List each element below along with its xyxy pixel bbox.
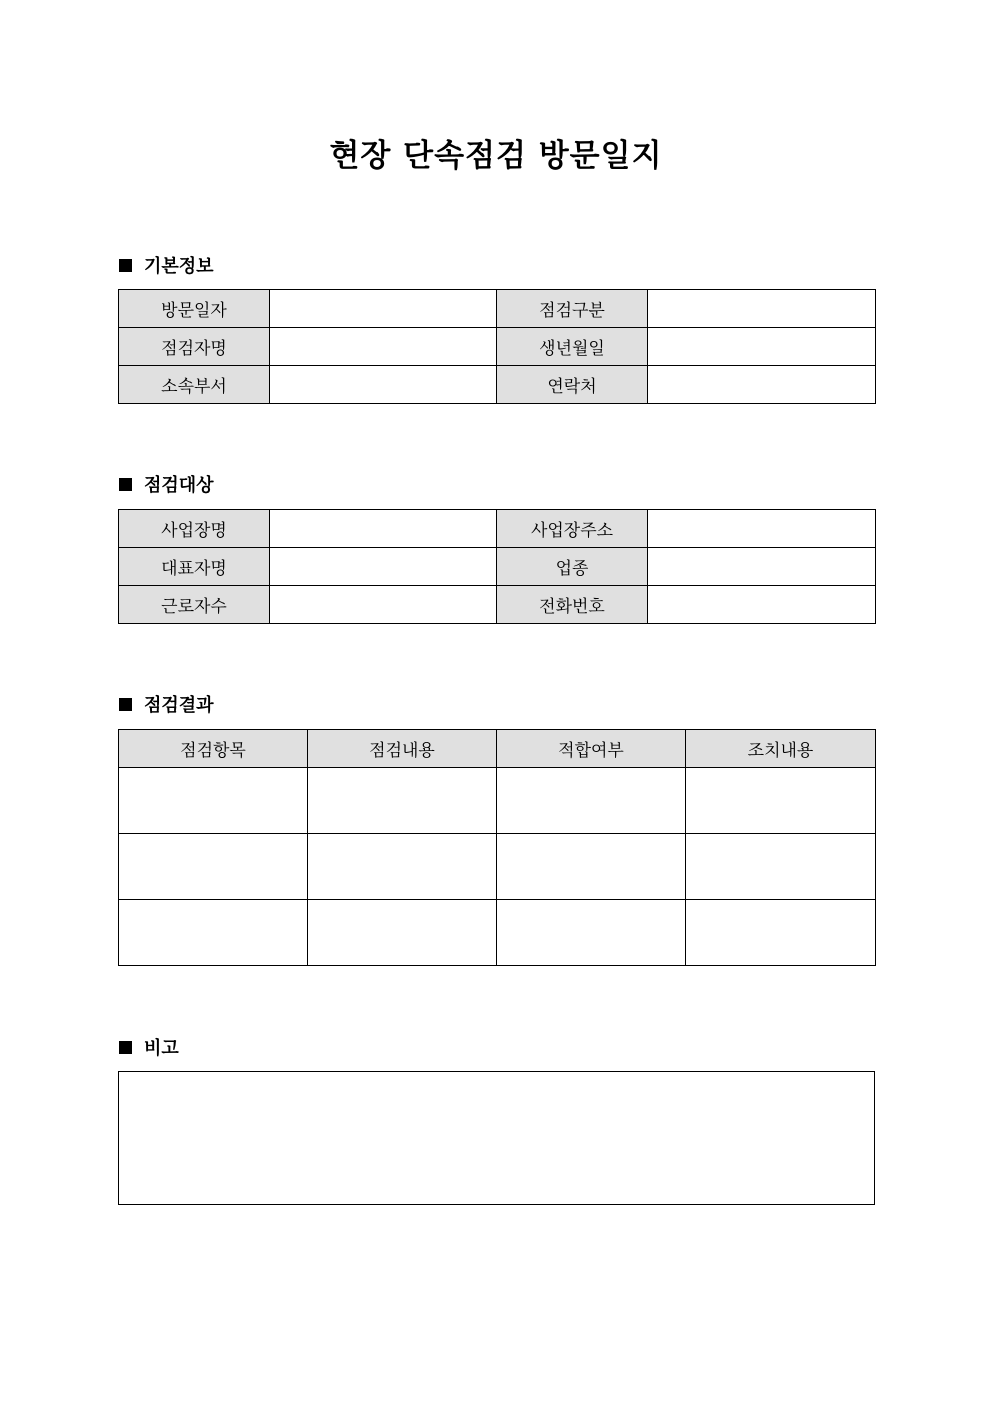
- field-label: 생년월일: [497, 328, 648, 366]
- representative-name-field[interactable]: [270, 548, 497, 586]
- field-label: 점검구분: [497, 290, 648, 328]
- inspection-detail-cell[interactable]: [308, 768, 497, 834]
- birth-date-field[interactable]: [648, 328, 876, 366]
- result-table: [118, 729, 876, 966]
- table-row: [119, 290, 876, 328]
- column-header: 적합여부: [497, 730, 686, 768]
- column-header: 점검내용: [308, 730, 497, 768]
- phone-number-field[interactable]: [648, 586, 876, 624]
- table-header-row: [119, 730, 876, 768]
- table-row: [119, 900, 876, 966]
- table-row: [119, 548, 876, 586]
- field-label: 사업장명: [119, 510, 270, 548]
- department-field[interactable]: [270, 366, 497, 404]
- worker-count-field[interactable]: [270, 586, 497, 624]
- section-heading-target: [119, 471, 214, 497]
- section-heading-result: [119, 691, 214, 717]
- section-title: 점검대상: [144, 475, 214, 496]
- field-label: 업종: [497, 548, 648, 586]
- compliance-cell[interactable]: [497, 768, 686, 834]
- compliance-cell[interactable]: [497, 900, 686, 966]
- field-label: 전화번호: [497, 586, 648, 624]
- section-title: 기본정보: [144, 256, 214, 277]
- black-square-icon: [119, 478, 132, 491]
- section-title: 점검결과: [144, 695, 214, 716]
- inspection-detail-cell[interactable]: [308, 834, 497, 900]
- inspection-item-cell[interactable]: [119, 900, 308, 966]
- table-row: [119, 328, 876, 366]
- black-square-icon: [119, 259, 132, 272]
- field-label: 대표자명: [119, 548, 270, 586]
- business-address-field[interactable]: [648, 510, 876, 548]
- compliance-cell[interactable]: [497, 834, 686, 900]
- action-taken-cell[interactable]: [686, 834, 876, 900]
- basic-info-table: [118, 289, 876, 404]
- industry-field[interactable]: [648, 548, 876, 586]
- field-label: 점검자명: [119, 328, 270, 366]
- table-row: [119, 586, 876, 624]
- inspection-item-cell[interactable]: [119, 768, 308, 834]
- table-row: [119, 834, 876, 900]
- page-title: 현장 단속점검 방문일지: [329, 138, 663, 174]
- field-label: 방문일자: [119, 290, 270, 328]
- inspection-detail-cell[interactable]: [308, 900, 497, 966]
- inspection-item-cell[interactable]: [119, 834, 308, 900]
- visit-date-field[interactable]: [270, 290, 497, 328]
- column-header: 조치내용: [686, 730, 876, 768]
- table-row: [119, 366, 876, 404]
- section-heading-remarks: [119, 1034, 179, 1060]
- inspector-name-field[interactable]: [270, 328, 497, 366]
- section-heading-basic-info: [119, 252, 214, 278]
- column-header: 점검항목: [119, 730, 308, 768]
- section-title: 비고: [144, 1038, 179, 1059]
- black-square-icon: [119, 1041, 132, 1054]
- black-square-icon: [119, 698, 132, 711]
- action-taken-cell[interactable]: [686, 900, 876, 966]
- inspection-type-field[interactable]: [648, 290, 876, 328]
- table-row: [119, 510, 876, 548]
- table-row: [119, 768, 876, 834]
- target-table: [118, 509, 876, 624]
- field-label: 소속부서: [119, 366, 270, 404]
- business-name-field[interactable]: [270, 510, 497, 548]
- action-taken-cell[interactable]: [686, 768, 876, 834]
- contact-field[interactable]: [648, 366, 876, 404]
- remarks-field[interactable]: [118, 1071, 875, 1205]
- field-label: 사업장주소: [497, 510, 648, 548]
- field-label: 연락처: [497, 366, 648, 404]
- field-label: 근로자수: [119, 586, 270, 624]
